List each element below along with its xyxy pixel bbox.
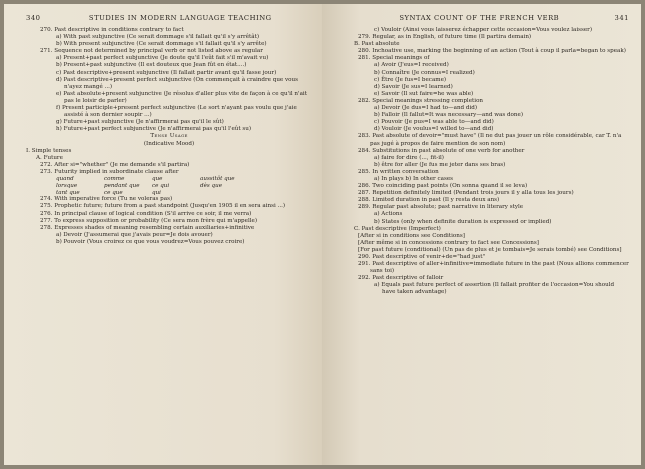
left-running-title: STUDIES IN MODERN LANGUAGE TEACHING bbox=[88, 14, 272, 22]
left-page-number: 340 bbox=[26, 14, 41, 22]
text-line: f) Present participle+present perfect subjunctive (Le sort n'ayant pas voulu que j'aie assisté à son dernier soupir ...) bbox=[56, 105, 297, 119]
text-line: 288. Limited duration in past (Il y resta deux ans) bbox=[358, 197, 500, 204]
text-line: d) Savoir (Je sus=I learned) bbox=[374, 83, 453, 90]
text-line: 291. Past descriptive of aller+infinitive=immediate future in the past (Nous allions commencer sans toi) bbox=[358, 261, 629, 275]
right-page-body bbox=[344, 27, 629, 297]
table-cell bbox=[200, 190, 248, 197]
text-line: C. Past descriptive (Imperfect) bbox=[354, 225, 441, 232]
text-line: b) Present+past subjunctive (Il est douteux que Jean fût en état....) bbox=[56, 62, 247, 69]
text-line: I. Simple tenses bbox=[26, 147, 72, 154]
text-line: 280. Inchoative use, marking the beginning of an action (Tout à coup il parla=began to speak) bbox=[358, 48, 626, 55]
table-cell: pendant que bbox=[104, 182, 140, 189]
table-cell: ce qui bbox=[152, 182, 170, 189]
text-line: b) Pouvoir (Vous croirez ce que vous voudrez=Vous pouvez croire) bbox=[56, 238, 245, 245]
text-line: 290. Past descriptive of venir+de="had just" bbox=[358, 254, 486, 260]
right-page-number: 341 bbox=[614, 14, 629, 22]
text-line: 276. In principal clause of logical condition (S'il arrive ce soir, il me verra) bbox=[40, 210, 252, 217]
text-line: 274. With imperative force (Tu ne voleras pas) bbox=[40, 196, 173, 203]
text-line: c) Pouvoir (Je pus=I was able to—and did) bbox=[374, 119, 494, 126]
text-line: d) Vouloir (Je voulus=I willed to—and did) bbox=[374, 126, 494, 133]
text-line: 278. Expresses shades of meaning resembling certain auxiliaries+infinitive bbox=[40, 224, 255, 231]
table-cell: lorsque bbox=[56, 182, 78, 189]
text-line: b) States (only when definite duration is expressed or implied) bbox=[374, 218, 552, 225]
text-line: 277. To express supposition or probability (Ce sera mon frère qui m'appelle) bbox=[40, 217, 258, 224]
text-line: 285. In written conversation bbox=[358, 168, 439, 175]
text-line: a) Avoir (J'eus=I received) bbox=[374, 62, 449, 69]
text-line: 287. Repetition definitely limited (Pendant trois jours il y alla tous les jours) bbox=[358, 190, 574, 197]
table-cell: ce que bbox=[104, 189, 123, 196]
right-page bbox=[322, 4, 641, 465]
table-cell: tant que bbox=[56, 189, 80, 196]
text-line: B. Past absolute bbox=[354, 41, 400, 48]
text-line: 273. Futurity implied in subordinate clause after bbox=[40, 168, 179, 175]
right-running-title: SYNTAX COUNT OF THE FRENCH VERB bbox=[399, 14, 560, 22]
left-page bbox=[4, 4, 322, 465]
table-cell: aussitôt que bbox=[200, 175, 235, 182]
text-line: 286. Two coinciding past points (On sonna quand il se leva) bbox=[358, 183, 528, 190]
text-line: a) Actions bbox=[374, 211, 403, 218]
text-line: 292. Past descriptive of falloir bbox=[358, 275, 444, 282]
text-line: 270. Past descriptive in conditions contrary to fact bbox=[40, 27, 184, 33]
text-line: 271. Sequence not determined by principal verb or not listed above as regular bbox=[40, 48, 263, 55]
text-line: A. Future bbox=[36, 154, 63, 161]
text-line: b) Falloir (Il fallut=It was necessary—and was done) bbox=[374, 112, 524, 119]
text-line: e) Past absolute+present subjunctive (Je résolus d'aller plus vite de façon à ce qu'il n'ait pas le loisir de parler) bbox=[56, 90, 307, 104]
text-line: [After même si in concessions contrary to fact see Concessions] bbox=[358, 239, 539, 246]
table-cell: comme bbox=[104, 175, 125, 182]
text-line: 289. Regular past absolute; past narrative in literary style bbox=[358, 204, 524, 211]
text-line: 283. Past absolute of devoir="must have" (Il ne dut pas jouer un rôle considérable, car T. n'a pas jugé à propos de faire mention de son nom) bbox=[358, 133, 622, 147]
text-line: a) With past subjunctive (Ce serait dommage s'il fallait qu'il s'y arrêtât) bbox=[56, 34, 260, 41]
text-line: Tense Usage bbox=[150, 133, 188, 140]
text-line: a) Present+past perfect subjunctive (Je doute qu'il l'eût fait s'il m'avait vu) bbox=[56, 55, 269, 62]
text-line: c) Vouloir (Ainsi vous laisserez échapper cette occasion=Vous voulez laisser) bbox=[374, 27, 593, 33]
table-cell: dès que bbox=[200, 182, 223, 189]
text-line: b) With present subjunctive (Ce serait dommage s'il fallait qu'il s'y arrête) bbox=[56, 41, 267, 48]
left-running-head bbox=[26, 14, 312, 22]
text-line: (Indicative Mood) bbox=[143, 140, 195, 147]
right-running-head bbox=[344, 14, 629, 22]
text-line: b) Connaître (Je connus=I realized) bbox=[374, 69, 475, 76]
text-line: 282. Special meanings stressing completion bbox=[358, 97, 484, 104]
text-line: a) faire for dire (..., fit-il) bbox=[374, 154, 444, 161]
text-line: [For past future (conditional) (Un pas de plus et je tombais=Je serais tombé) see Conditions] bbox=[358, 246, 622, 253]
text-line: a) Devoir (Je dus=I had to—and did) bbox=[374, 105, 478, 112]
table-cell: qui bbox=[152, 189, 161, 196]
text-line: d) Past descriptive+present perfect subjunctive (On commençait à craindre que vous n'ayez mangé ...) bbox=[56, 76, 299, 90]
text-line: 272. After si="whether" (Je me demande s'il partira) bbox=[40, 161, 190, 168]
text-line: e) Savoir (Il sut faire=he was able) bbox=[374, 90, 474, 97]
text-line: 284. Substitutions in past absolute of one verb for another bbox=[358, 147, 525, 154]
text-line: [After si in conditions see Conditions] bbox=[358, 232, 465, 239]
table-cell: quand bbox=[56, 175, 74, 182]
text-line: 275. Prophetic future; future from a past standpoint (Jusqu'en 1905 il en sera ainsi ...) bbox=[40, 203, 286, 210]
text-line: c) Être (Je fus=I became) bbox=[374, 76, 447, 83]
text-line: 281. Special meanings of bbox=[358, 55, 430, 62]
text-line: h) Future+past perfect subjunctive (Je n'affirmerai pas qu'il l'eût su) bbox=[56, 126, 252, 133]
text-line: a) Equals past future perfect of assertion (Il fallait profiter de l'occasion=You should have taken advantage) bbox=[374, 282, 615, 296]
text-line: a) In plays b) In other cases bbox=[374, 175, 454, 182]
left-page-body bbox=[26, 27, 312, 246]
conjunction-table bbox=[26, 176, 312, 196]
text-line: 279. Regular, as in English, of future time (Il partira demain) bbox=[358, 34, 532, 41]
book-spread bbox=[4, 4, 641, 465]
text-line: a) Devoir (J'assumerai que j'avais peur=Je dois avouer) bbox=[56, 231, 213, 238]
table-cell: que bbox=[152, 175, 163, 182]
text-line: g) Future+past subjunctive (Je n'affirmerai pas qu'il le sût) bbox=[56, 119, 224, 126]
text-line: b) être for aller (Je fus me jeter dans ses bras) bbox=[374, 161, 506, 168]
text-line: c) Past descriptive+present subjunctive (Il fallait partir avant qu'il fasse jour) bbox=[56, 69, 277, 76]
